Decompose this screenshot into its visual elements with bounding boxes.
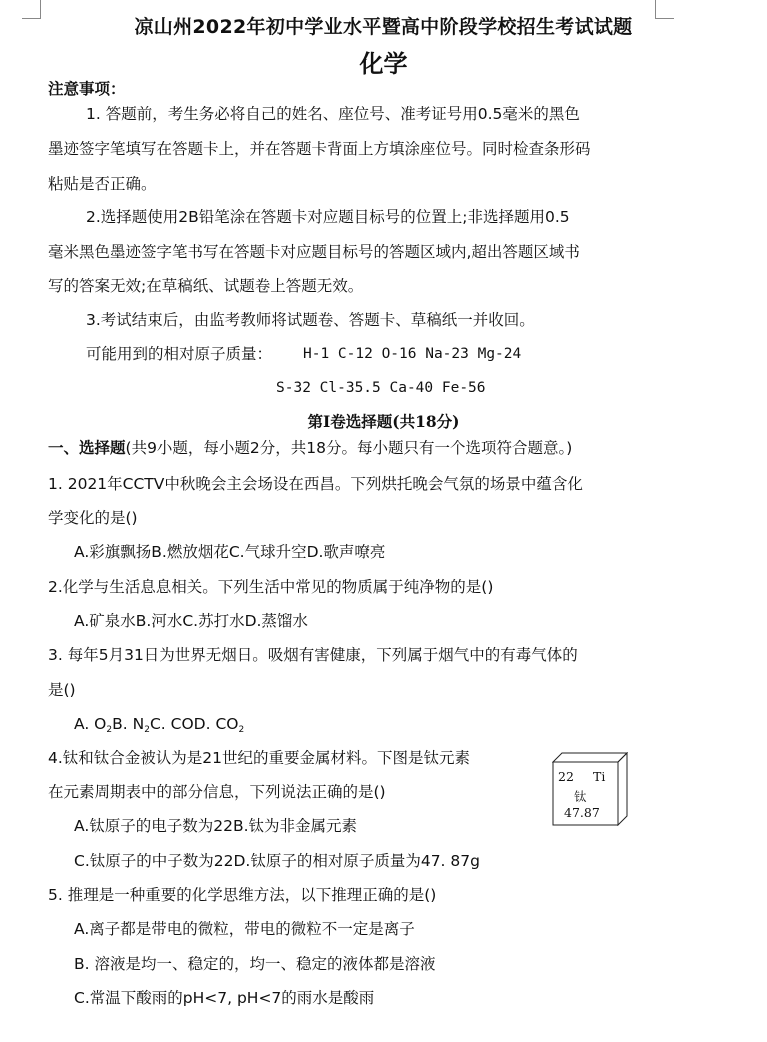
q3-option-b: B. N — [112, 715, 145, 733]
q1-options: A.彩旗飘扬B.燃放烟花C.气球升空D.歌声嘹亮 — [74, 543, 386, 561]
notice-item2-line2: 毫米黑色墨迹签字笔书写在答题卡对应题目标号的答题区域内,超出答题区域书 — [48, 243, 580, 261]
notice-heading: 注意事项： — [48, 80, 126, 98]
part1-desc: (共9小题，每小题2分，共18分。每小题只有一个选项符合题意。) — [125, 439, 573, 457]
atomic-mass-label: 可能用到的相对原子质量： — [86, 345, 273, 363]
atomic-mass-line1: H-1 C-12 O-16 Na-23 Mg-24 — [303, 346, 522, 362]
notice-item2-line3: 写的答案无效;在草稿纸、试题卷上答题无效。 — [48, 277, 364, 295]
q3-co2-subscript: 2 — [238, 725, 245, 735]
q1-stem-line2: 学变化的是() — [48, 509, 138, 527]
notice-item1-line2: 墨迹签字笔填写在答题卡上，并在答题卡背面上方填涂座位号。同时检查条形码 — [48, 140, 591, 158]
q4-options-ab: A.钛原子的电子数为22B.钛为非金属元素 — [74, 817, 358, 835]
q2-options: A.矿泉水B.河水C.苏打水D.蒸馏水 — [74, 612, 308, 630]
exam-title: 凉山州2022年初中学业水平暨高中阶段学校招生考试试题 — [134, 16, 633, 38]
q4-options-cd: C.钛原子的中子数为22D.钛原子的相对原子质量为47. 87g — [74, 852, 480, 870]
element-mass: 47.87 — [564, 805, 600, 820]
q4-stem-line1: 4.钛和钛合金被认为是21世纪的重要金属材料。下图是钛元素 — [48, 749, 471, 767]
element-name: 钛 — [574, 789, 587, 804]
q3-stem-line1: 3. 每年5月31日为世界无烟日。吸烟有害健康，下列属于烟气中的有毒气体的 — [48, 646, 578, 664]
q3-stem-line2: 是() — [48, 681, 76, 699]
q5-option-b: B. 溶液是均一、稳定的，均一、稳定的液体都是溶液 — [74, 955, 436, 973]
section1-title: 第Ⅰ卷选择题(共18分) — [307, 412, 460, 431]
q5-stem: 5. 推理是一种重要的化学思维方法，以下推理正确的是() — [48, 886, 437, 904]
q5-option-c: C.常温下酸雨的pH<7, pH<7的雨水是酸雨 — [74, 989, 375, 1007]
q2-stem: 2.化学与生活息息相关。下列生活中常见的物质属于纯净物的是() — [48, 578, 494, 596]
q3-option-a: A. O — [74, 715, 107, 733]
notice-item1-line3: 粘贴是否正确。 — [48, 175, 157, 193]
q5-option-a: A.离子都是带电的微粒，带电的微粒不一定是离子 — [74, 920, 415, 938]
element-number: 22 — [558, 769, 574, 784]
q3-n2-subscript: 2 — [144, 725, 150, 735]
notice-item1-line1: 1. 答题前，考生务必将自己的姓名、座位号、准考证号用0.5毫米的黑色 — [86, 105, 580, 123]
q3-option-cd: C. COD. CO — [149, 715, 239, 733]
q1-stem-line1: 1. 2021年CCTV中秋晚会主会场设在西昌。下列烘托晚会气氛的场景中蕴含化 — [48, 475, 583, 493]
part1-label: 一、选择题 — [48, 439, 126, 457]
titanium-element-cell — [552, 752, 628, 826]
subject-title: 化学 — [359, 50, 408, 78]
q4-stem-line2: 在元素周期表中的部分信息，下列说法正确的是() — [48, 783, 386, 801]
q3-options — [74, 714, 244, 740]
notice-item2-line1: 2.选择题使用2B铅笔涂在答题卡对应题目标号的位置上;非选择题用0.5 — [86, 208, 570, 226]
atomic-mass-line2: S-32 Cl-35.5 Ca-40 Fe-56 — [276, 380, 486, 396]
q3-o2-subscript: 2 — [106, 725, 113, 735]
part1-header — [48, 438, 572, 458]
notice-item3: 3.考试结束后，由监考教师将试题卷、答题卡、草稿纸一并收回。 — [86, 311, 535, 329]
element-symbol: Ti — [593, 769, 606, 784]
